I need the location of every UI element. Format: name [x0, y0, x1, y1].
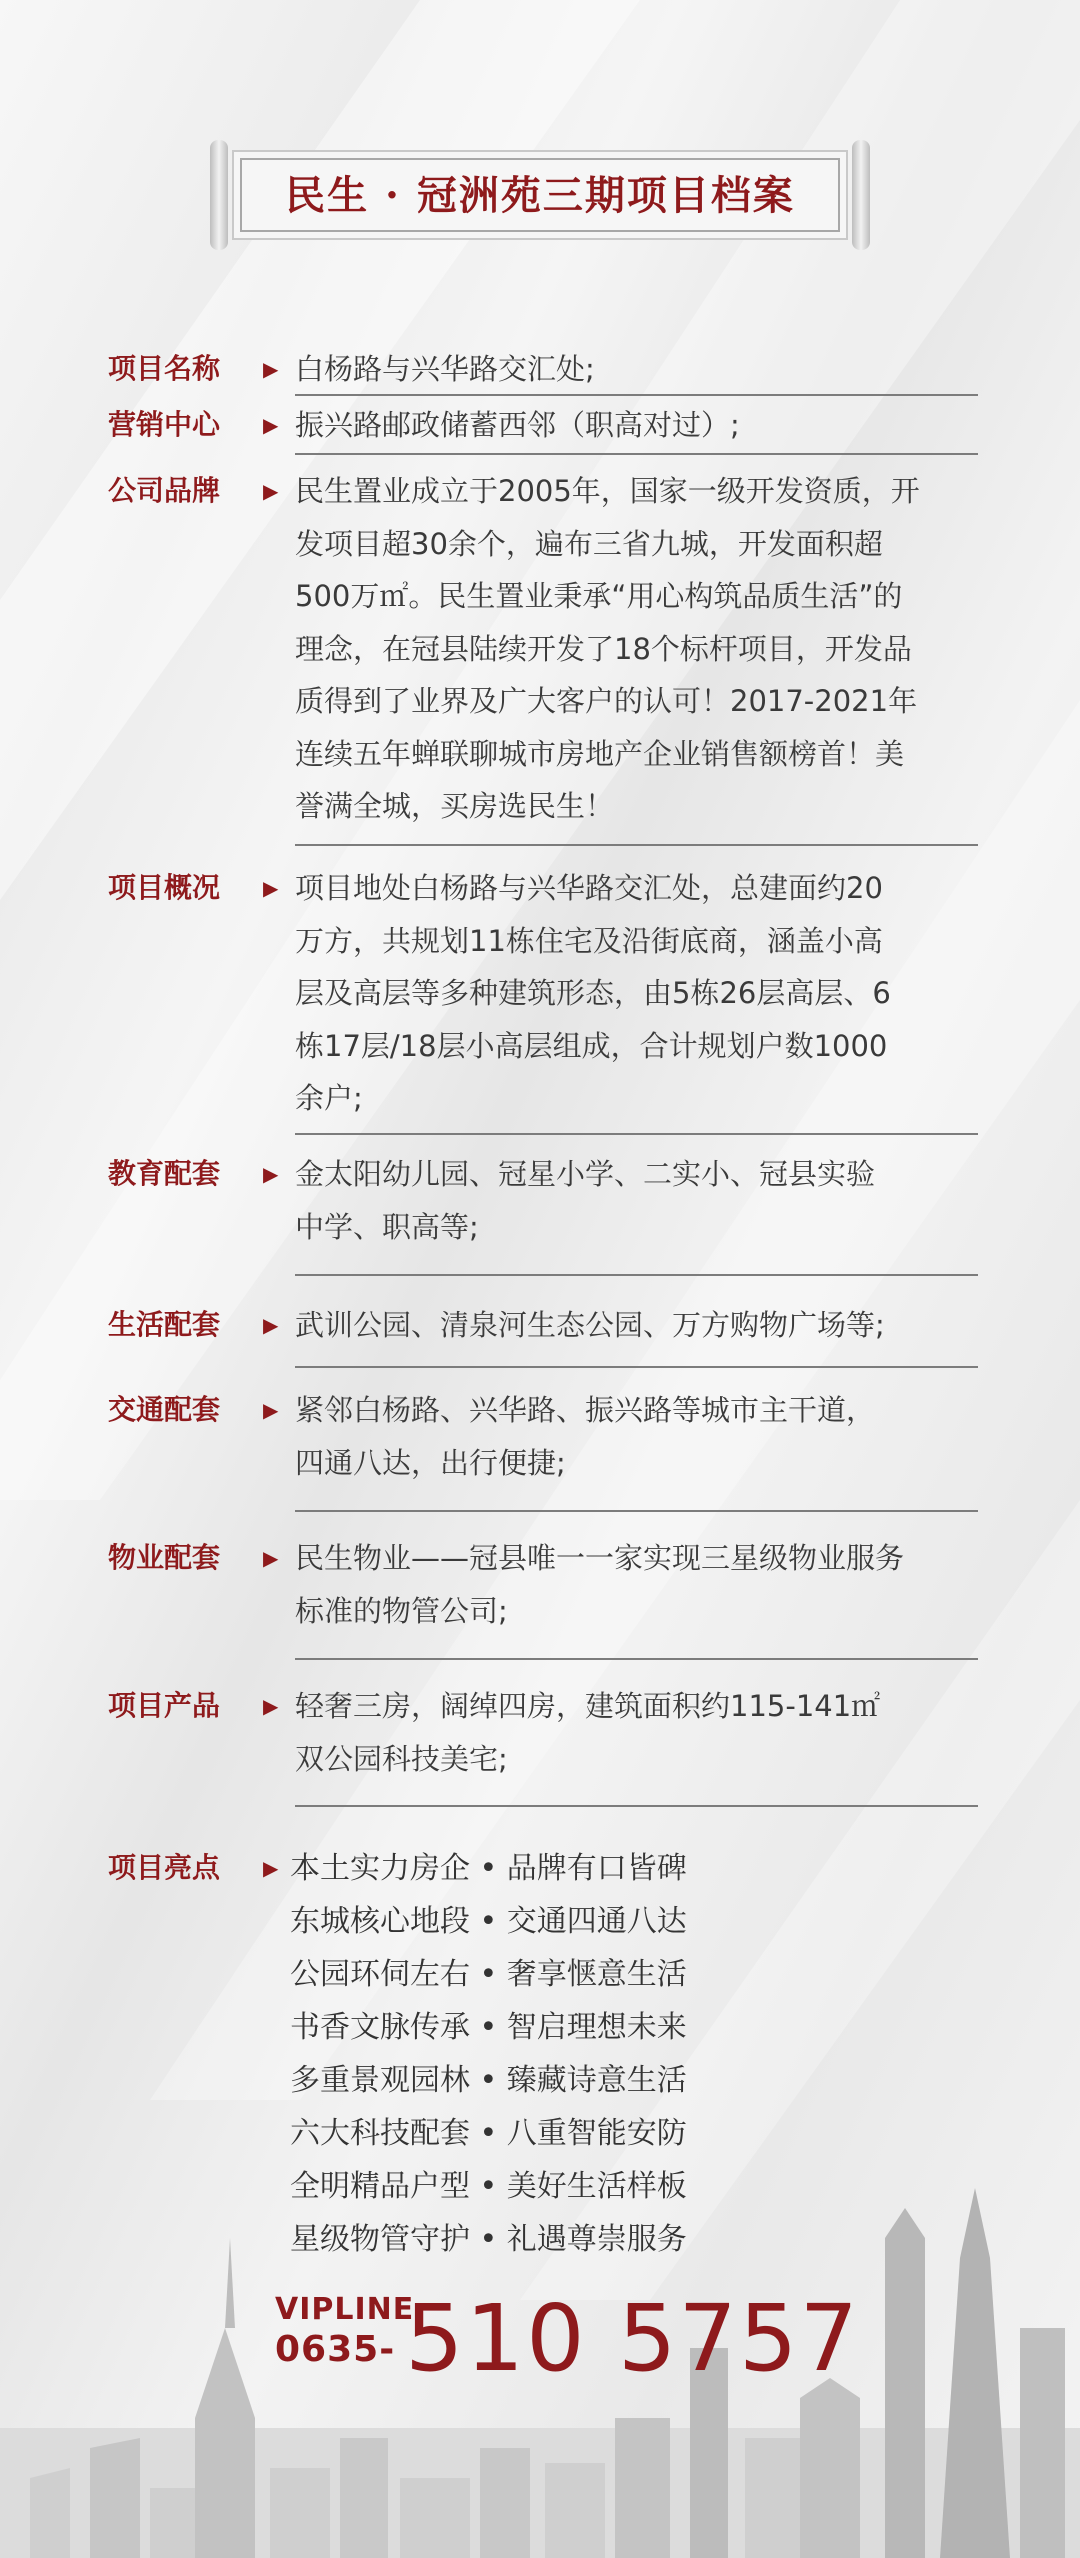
row-label: 项目名称	[108, 352, 221, 385]
row-label: 营销中心	[108, 408, 221, 441]
arrow-icon: ▶	[263, 1313, 279, 1337]
arrow-icon: ▶	[263, 1694, 279, 1718]
arrow-icon: ▶	[263, 876, 279, 900]
highlight-line: 多重景观园林 • 臻藏诗意生活	[290, 2063, 687, 2098]
arrow-icon: ▶	[263, 1162, 279, 1186]
arrow-icon: ▶	[263, 413, 279, 437]
info-row-sales-center	[108, 400, 978, 450]
info-row-project-overview	[108, 863, 978, 1133]
info-row-product	[108, 1681, 978, 1811]
page-title: 民生 · 冠洲苑三期项目档案	[285, 172, 795, 219]
title-scroll-banner	[210, 140, 870, 250]
divider	[295, 1805, 978, 1807]
row-value: 民生置业成立于2005年，国家一级开发资质，开 发项目超30余个，遍布三省九城，开发面积超 500万㎡。民生置业秉承“用心构筑品质生活”的 理念，在冠县陆续开发了18个标杆项目，开发品 质得到了业界及广大客户的认可！2017-2021年 连续五年蝉联聊城市房地产企业销售额榜首！美 誉满全城，买房选民生！	[295, 474, 920, 823]
highlight-line: 全明精品户型 • 美好生活样板	[290, 2169, 687, 2204]
row-label: 教育配套	[108, 1157, 221, 1190]
row-label: 物业配套	[108, 1541, 221, 1574]
row-label: 项目产品	[108, 1689, 221, 1722]
row-label: 项目亮点	[108, 1851, 221, 1884]
row-label: 项目概况	[108, 871, 221, 904]
arrow-icon: ▶	[263, 1546, 279, 1570]
divider	[295, 394, 978, 396]
hotline-area-code: 0635-	[275, 2329, 396, 2370]
row-value: 武训公园、清泉河生态公园、万方购物广场等;	[295, 1308, 885, 1342]
row-value: 项目地处白杨路与兴华路交汇处，总建面约20 万方，共规划11栋住宅及沿街底商，涵盖小高 层及高层等多种建筑形态，由5栋26层高层、6 栋17层/18层小高层组成，合计规划户数1000 余户;	[295, 871, 891, 1115]
highlight-line: 书香文脉传承 • 智启理想未来	[290, 2010, 687, 2045]
info-row-living	[108, 1300, 978, 1370]
row-value: 金太阳幼儿园、冠星小学、二实小、冠县实验 中学、职高等;	[295, 1157, 876, 1244]
highlight-line: 公园环伺左右 • 奢享惬意生活	[290, 1957, 687, 1992]
info-row-transport	[108, 1385, 978, 1525]
info-row-company-brand	[108, 466, 978, 846]
arrow-icon: ▶	[263, 1856, 279, 1880]
divider	[295, 1510, 978, 1512]
divider	[295, 1658, 978, 1660]
info-row-property	[108, 1533, 978, 1673]
highlight-line: 东城核心地段 • 交通四通八达	[290, 1904, 687, 1939]
row-label: 公司品牌	[108, 474, 221, 507]
info-row-education	[108, 1149, 978, 1279]
highlight-line: 本土实力房企 • 品牌有口皆碑	[290, 1851, 687, 1886]
highlight-line: 星级物管守护 • 礼遇尊崇服务	[290, 2222, 687, 2257]
row-value: 白杨路与兴华路交汇处;	[295, 352, 595, 386]
arrow-icon: ▶	[263, 357, 279, 381]
row-value: 民生物业——冠县唯一一家实现三星级物业服务 标准的物管公司;	[295, 1541, 905, 1628]
divider	[295, 1366, 978, 1368]
hotline-number[interactable]: 510 5757	[405, 2285, 860, 2392]
info-row-project-name	[108, 344, 978, 394]
highlight-line: 六大科技配套 • 八重智能安防	[290, 2116, 687, 2151]
row-value: 紧邻白杨路、兴华路、振兴路等城市主干道， 四通八达，出行便捷;	[295, 1393, 876, 1480]
divider	[295, 844, 978, 846]
row-value: 轻奢三房，阔绰四房，建筑面积约115-141㎡ 双公园科技美宅;	[295, 1689, 881, 1776]
arrow-icon: ▶	[263, 1398, 279, 1422]
divider	[295, 1133, 978, 1135]
divider	[295, 453, 978, 455]
arrow-icon: ▶	[263, 479, 279, 503]
hotline-tag: VIPLINE	[275, 2292, 415, 2327]
divider	[295, 1274, 978, 1276]
row-label: 生活配套	[108, 1308, 221, 1341]
row-label: 交通配套	[108, 1393, 221, 1426]
row-value: 振兴路邮政储蓄西邻（职高对过）;	[295, 408, 740, 442]
